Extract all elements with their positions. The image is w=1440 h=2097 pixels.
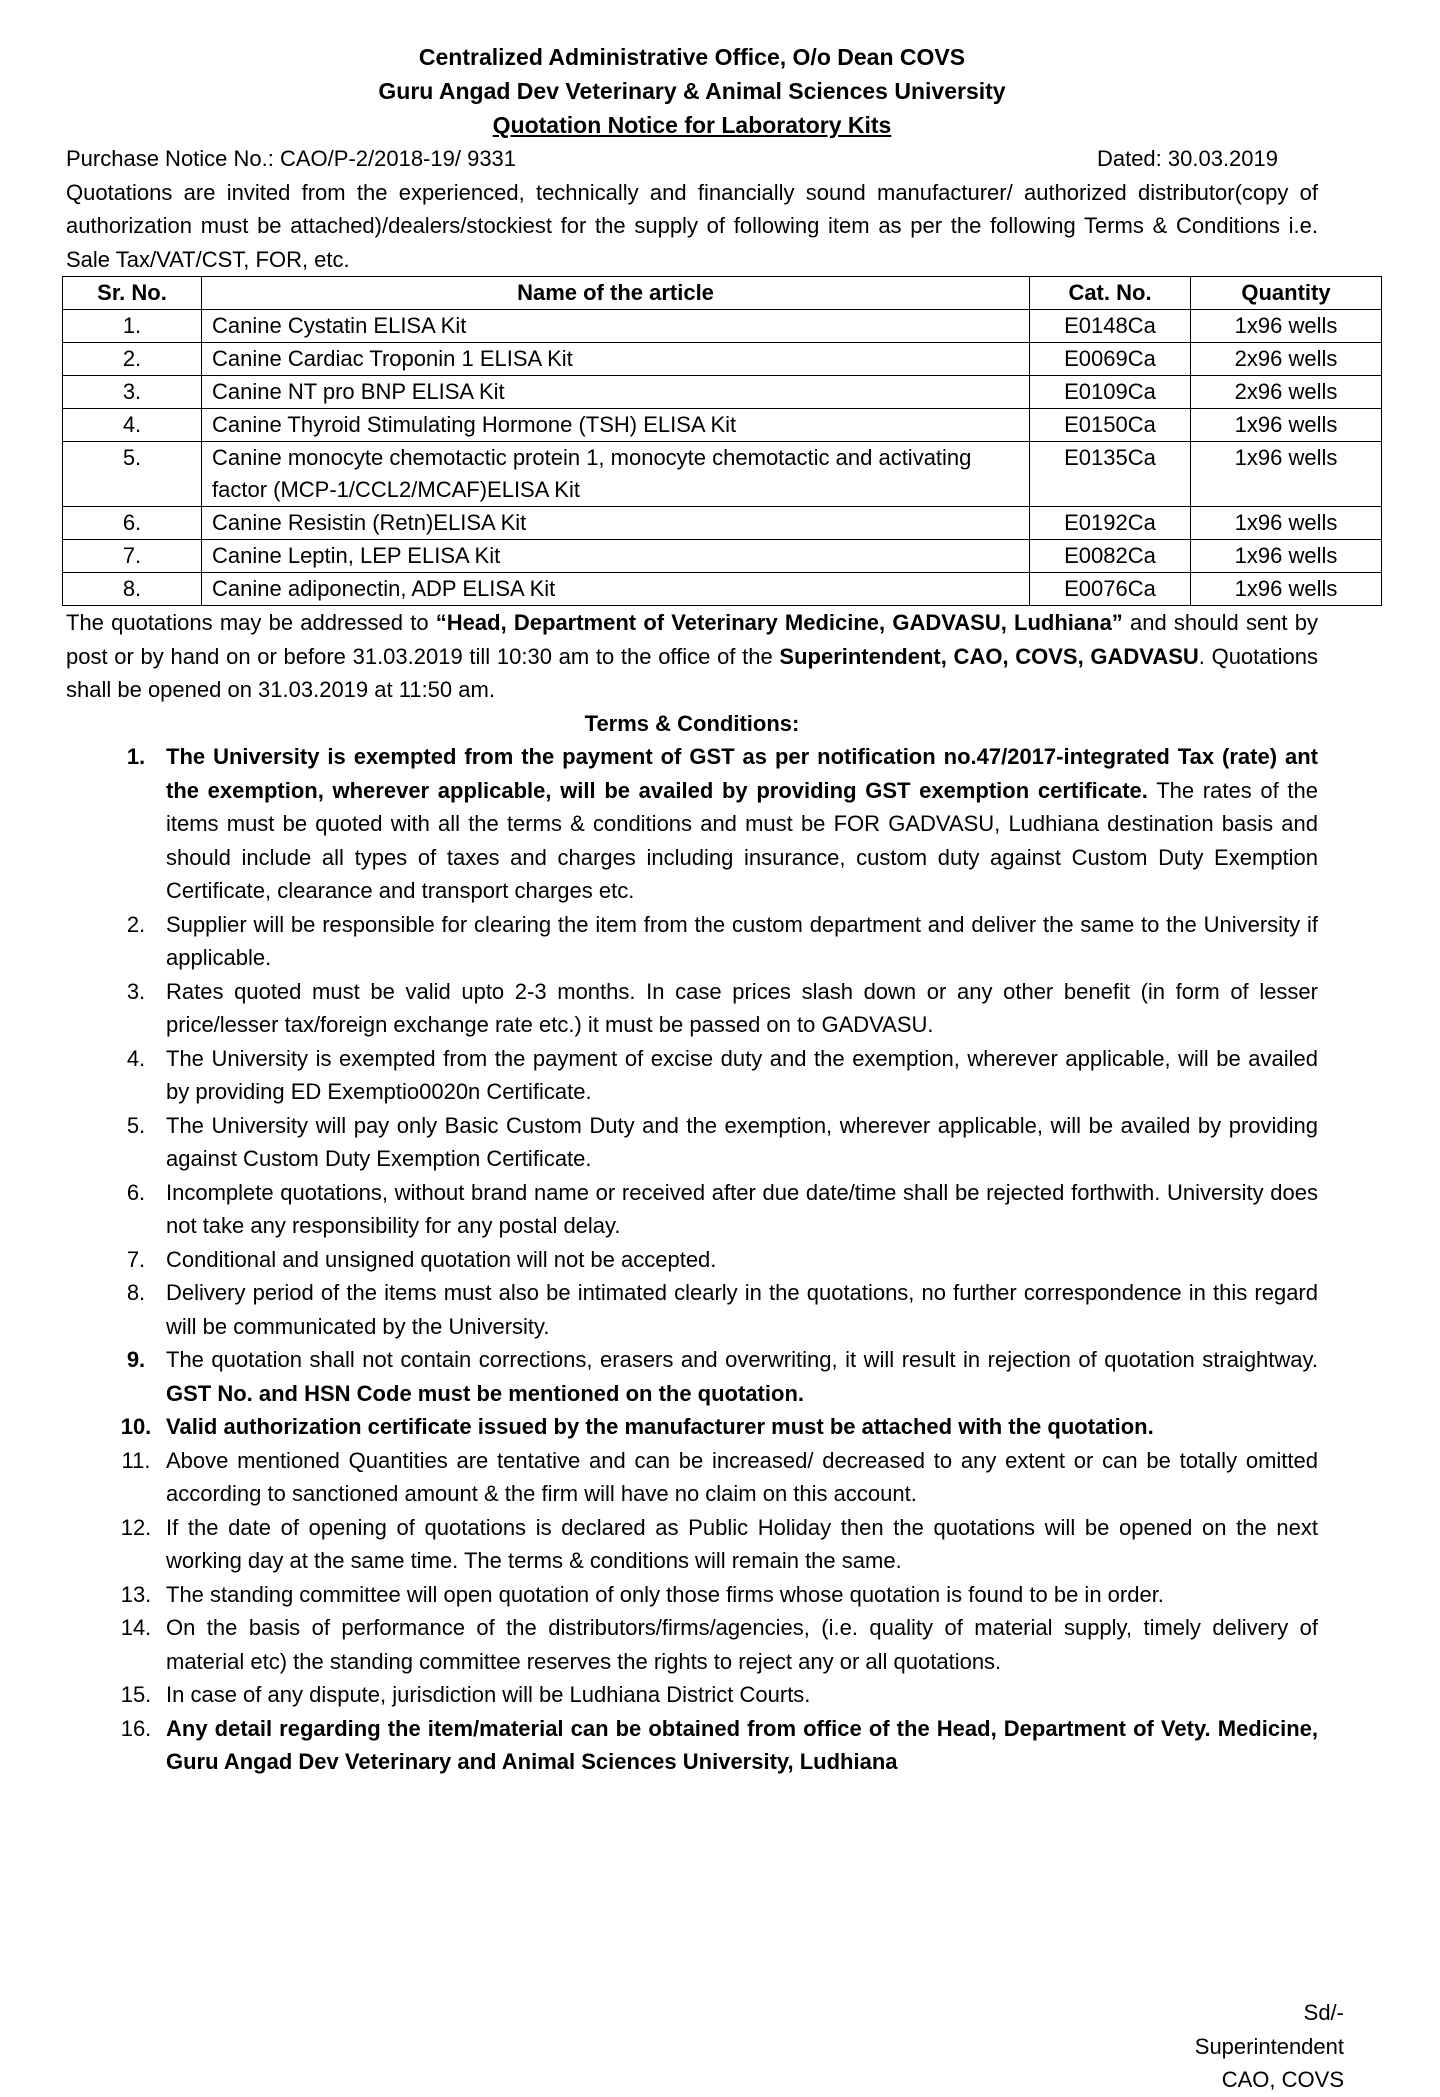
address-text-2: and should sent by post or by hand on or before 31.03.2019 till 10:30 am to the office of the <box>66 610 1318 669</box>
purchase-notice-number: Purchase Notice No.: CAO/P-2/2018-19/ 9331 <box>66 146 517 171</box>
university-heading: Guru Angad Dev Veterinary & Animal Sciences University <box>378 78 1006 104</box>
col-header-cat: Cat. No. <box>1030 277 1191 310</box>
col-header-name: Name of the article <box>202 277 1030 310</box>
cell-qty: 1x96 wells <box>1191 573 1382 606</box>
list-item <box>66 1578 1318 1612</box>
notice-date: Dated: 30.03.2019 <box>1096 146 1278 171</box>
cell-name: Canine Thyroid Stimulating Hormone (TSH) ELISA Kit <box>202 409 1030 442</box>
list-item <box>66 1343 1318 1410</box>
signature-block <box>1195 1996 1344 2097</box>
cell-name: Canine Leptin, LEP ELISA Kit <box>202 540 1030 573</box>
term-text: Rates quoted must be valid upto 2-3 months. In case prices slash down or any other benefit (in form of lesser price/lesser tax/foreign exchange rate etc.) it must be passed on to GADVASU. <box>166 978 1318 1037</box>
table-row <box>63 573 1382 606</box>
signature-office: CAO, COVS <box>1221 2067 1344 2092</box>
list-item <box>66 975 1318 1042</box>
cell-cat: E0069Ca <box>1030 343 1191 376</box>
cell-sr: 7. <box>63 540 202 573</box>
term-text: In case of any dispute, jurisdiction will be Ludhiana District Courts. <box>166 1682 811 1707</box>
term-text: Supplier will be responsible for clearing the item from the custom department and deliver the same to the University if applicable. <box>166 911 1318 970</box>
term-text: Valid authorization certificate issued by the manufacturer must be attached with the quotation. <box>166 1414 1154 1439</box>
term-text: Any detail regarding the item/material can be obtained from office of the Head, Department of Vety. Medicine, Guru Angad Dev Veterinary and Animal Sciences University, Ludhiana <box>166 1715 1318 1774</box>
cell-qty: 1x96 wells <box>1191 409 1382 442</box>
notice-meta-row <box>66 142 1318 176</box>
cell-sr: 3. <box>63 376 202 409</box>
term-number: 15. <box>120 1682 152 1707</box>
cell-name: Canine NT pro BNP ELISA Kit <box>202 376 1030 409</box>
term-bold-text: GST No. and HSN Code must be mentioned on the quotation. <box>166 1380 804 1406</box>
list-item <box>66 1444 1318 1511</box>
table-row <box>63 540 1382 573</box>
table-row <box>63 507 1382 540</box>
term-text: Delivery period of the items must also be intimated clearly in the quotations, no further correspondence in this regard will be communicated by the University. <box>166 1280 1318 1339</box>
notice-title: Quotation Notice for Laboratory Kits <box>492 112 892 138</box>
term-text: Incomplete quotations, without brand name or received after due date/time shall be rejected forthwith. University does not take any responsibility for any postal delay. <box>166 1179 1318 1238</box>
address-office: Superintendent, CAO, COVS, GADVASU <box>779 643 1199 669</box>
cell-cat: E0135Ca <box>1030 442 1191 507</box>
cell-cat: E0109Ca <box>1030 376 1191 409</box>
table-row <box>63 376 1382 409</box>
cell-name: Canine adiponectin, ADP ELISA Kit <box>202 573 1030 606</box>
table-row <box>63 442 1382 507</box>
list-item <box>66 1276 1318 1343</box>
term-number: 7. <box>126 1246 146 1272</box>
cell-qty: 2x96 wells <box>1191 376 1382 409</box>
term-number: 5. <box>126 1112 146 1138</box>
col-header-qty: Quantity <box>1191 277 1382 310</box>
cell-qty: 1x96 wells <box>1191 310 1382 343</box>
address-paragraph <box>66 606 1318 707</box>
address-head: “Head, Department of Veterinary Medicine, GADVASU, Ludhiana” <box>435 610 1123 635</box>
term-number: 16. <box>120 1715 152 1741</box>
cell-qty: 1x96 wells <box>1191 540 1382 573</box>
cell-name: Canine Cystatin ELISA Kit <box>202 310 1030 343</box>
term-number: 14. <box>120 1615 152 1640</box>
list-item <box>66 1109 1318 1176</box>
table-row <box>63 409 1382 442</box>
list-item <box>66 1678 1318 1712</box>
term-text: Conditional and unsigned quotation will not be accepted. <box>166 1246 717 1272</box>
term-number: 1. <box>126 744 146 769</box>
col-header-sr: Sr. No. <box>63 277 202 310</box>
term-number: 9. <box>126 1347 146 1372</box>
term-text: The University will pay only Basic Custom Duty and the exemption, wherever applicable, will be availed by providing against Custom Duty Exemption Certificate. <box>166 1112 1318 1171</box>
cell-name: Canine Resistin (Retn)ELISA Kit <box>202 507 1030 540</box>
cell-qty: 1x96 wells <box>1191 507 1382 540</box>
term-text: The University is exempted from the payment of excise duty and the exemption, wherever applicable, will be availed by providing ED Exemptio0020n Certificate. <box>166 1045 1318 1104</box>
cell-name: Canine monocyte chemotactic protein 1, monocyte chemotactic and activating factor (MCP-1/CCL2/MCAF)ELISA Kit <box>202 442 1030 507</box>
term-text: If the date of opening of quotations is declared as Public Holiday then the quotations will be opened on the next working day at the same time. The terms & conditions will remain the same. <box>166 1514 1318 1573</box>
cell-cat: E0082Ca <box>1030 540 1191 573</box>
cell-sr: 1. <box>63 310 202 343</box>
term-number: 10. <box>120 1414 152 1439</box>
office-heading: Centralized Administrative Office, O/o Dean COVS <box>418 44 966 70</box>
cell-name: Canine Cardiac Troponin 1 ELISA Kit <box>202 343 1030 376</box>
term-number: 4. <box>126 1045 146 1071</box>
cell-sr: 8. <box>63 573 202 606</box>
term-bold-text: The University is exempted from the payment of GST as per notification no.47/2017-integrated Tax (rate) ant the exemption, wherever applicable, will be availed by providing GST exemption certificate. <box>166 744 1318 803</box>
term-text: On the basis of performance of the distributors/firms/agencies, (i.e. quality of material supply, timely delivery of material etc) the standing committee reserves the rights to reject any or all quotations. <box>166 1615 1318 1674</box>
term-number: 2. <box>126 911 146 937</box>
list-item <box>66 740 1318 908</box>
table-row <box>63 343 1382 376</box>
term-number: 13. <box>120 1581 152 1607</box>
term-number: 6. <box>126 1179 146 1205</box>
list-item <box>66 1410 1318 1444</box>
cell-qty: 2x96 wells <box>1191 343 1382 376</box>
address-text-3: . Quotations shall be opened on 31.03.2019 at 11:50 am. <box>66 643 1318 702</box>
terms-list <box>66 740 1318 1779</box>
term-text <box>166 740 1318 908</box>
term-number: 3. <box>126 978 146 1004</box>
list-item <box>66 1712 1318 1779</box>
table-row <box>63 310 1382 343</box>
list-item <box>66 1176 1318 1243</box>
term-text <box>166 1343 1318 1410</box>
cell-sr: 5. <box>63 442 202 507</box>
list-item <box>66 1611 1318 1678</box>
term-regular-text: The quotation shall not contain corrections, erasers and overwriting, it will result in rejection of quotation straightway. <box>166 1347 1318 1372</box>
list-item <box>66 1042 1318 1109</box>
notice-document <box>66 40 1338 1779</box>
signature-designation: Superintendent <box>1194 2033 1344 2059</box>
signature-sd: Sd/- <box>1303 2000 1344 2025</box>
cell-cat: E0150Ca <box>1030 409 1191 442</box>
items-table <box>62 276 1382 606</box>
cell-sr: 6. <box>63 507 202 540</box>
cell-sr: 2. <box>63 343 202 376</box>
term-number: 11. <box>121 1447 151 1473</box>
cell-cat: E0076Ca <box>1030 573 1191 606</box>
table-header-row <box>63 277 1382 310</box>
term-text: Above mentioned Quantities are tentative and can be increased/ decreased to any extent or can be totally omitted according to sanctioned amount & the firm will have no claim on this account. <box>166 1447 1318 1506</box>
cell-qty: 1x96 wells <box>1191 442 1382 507</box>
terms-heading: Terms & Conditions: <box>584 710 800 736</box>
cell-cat: E0148Ca <box>1030 310 1191 343</box>
address-text-1: The quotations may be addressed to <box>66 610 436 635</box>
term-regular-text: The rates of the items must be quoted with all the terms & conditions and must be FOR GADVASU, Ludhiana destination basis and should include all types of taxes and charges including insurance, custom duty against Custom Duty Exemption Certificate, clearance and transport charges etc. <box>166 777 1318 903</box>
intro-paragraph: Quotations are invited from the experienced, technically and financially sound manufacturer/ authorized distributor(copy of authorization must be attached)/dealers/stockiest for the supply of following item as per the following Terms & Conditions i.e. Sale Tax/VAT/CST, FOR, etc. <box>66 179 1318 272</box>
term-text: The standing committee will open quotation of only those firms whose quotation is found to be in order. <box>166 1581 1164 1607</box>
cell-sr: 4. <box>63 409 202 442</box>
cell-cat: E0192Ca <box>1030 507 1191 540</box>
term-number: 8. <box>126 1280 146 1305</box>
list-item <box>66 908 1318 975</box>
list-item <box>66 1511 1318 1578</box>
term-number: 12. <box>120 1514 152 1540</box>
list-item <box>66 1243 1318 1277</box>
